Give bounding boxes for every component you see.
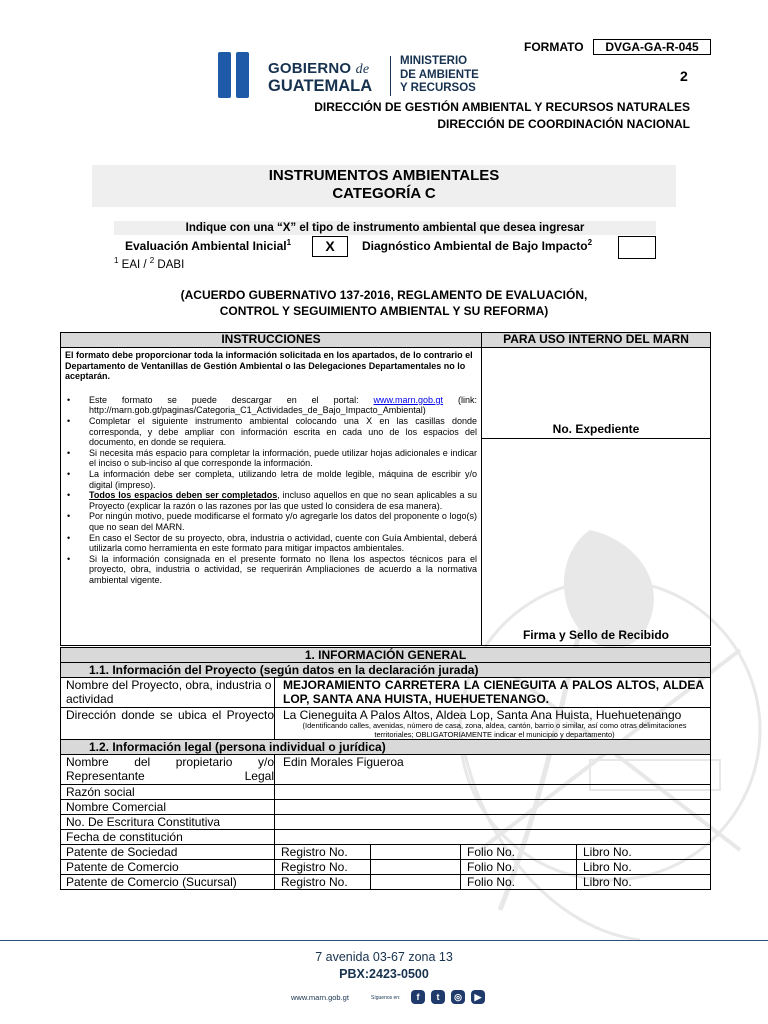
list-item: • Este formato se puede descargar en el portal: www.marn.gob.gt (link: http://marn.gob.gt/paginas/Categoria_C1_Actividades_de_Bajo_Impacto_Ambiental) (65, 395, 477, 416)
instructions-body (61, 348, 482, 646)
list-item: • Si necesita más espacio para completar la información, puede utilizar hojas adicionales e indicar el inciso o sub-inciso al que corresponde la información. (65, 448, 477, 469)
folio-label: Folio No. (461, 875, 577, 890)
flag-bar-right (236, 52, 249, 98)
propietario-field[interactable]: Edin Morales Figueroa (275, 755, 711, 785)
registro-field[interactable] (371, 845, 461, 860)
formato-label: FORMATO (524, 40, 584, 54)
instructions-list (65, 395, 477, 586)
registro-field[interactable] (371, 875, 461, 890)
logo-ministerio: MINISTERIO DE AMBIENTE Y RECURSOS (400, 55, 479, 94)
razon-social-field[interactable] (275, 785, 711, 800)
list-item: • Por ningún motivo, puede modificarse el formato y/o agregarle los datos del proponente o logo(s) que no sean del MARN. (65, 511, 477, 532)
dabi-checkbox[interactable] (618, 236, 656, 259)
list-item: • Todos los espacios deben ser completados, incluso aquellos en que no sean aplicables a su Proyecto (explicar la razón o las razones por las que usted lo considera de esa manera). (65, 490, 477, 511)
informacion-general-table (60, 647, 711, 890)
formato-code: DVGA-GA-R-045 (593, 39, 711, 55)
expediente-field: No. Expediente (482, 348, 710, 439)
registro-field[interactable] (371, 860, 461, 875)
fecha-constitucion-field[interactable] (275, 830, 711, 845)
libro-label: Libro No. (577, 860, 711, 875)
escritura-label: No. De Escritura Constitutiva (61, 815, 275, 830)
youtube-icon[interactable]: ▶ (471, 990, 485, 1004)
eai-checkbox[interactable]: X (312, 236, 348, 257)
list-item: • La información debe ser completa, utilizando letra de molde legible, máquina de escribir y/o digital (impreso). (65, 469, 477, 490)
logo-divider (390, 56, 391, 96)
firma-sello-field: Firma y Sello de Recibido (522, 628, 670, 642)
table-row (61, 875, 711, 890)
instructions-intro: El formato debe proporcionar toda la información solicitada en los apartados, de lo contrario el Departamento de Ventanillas de Gestión Ambiental o las Delegaciones Departamentales no lo aceptarán. (65, 350, 473, 382)
marn-portal-link[interactable]: www.marn.gob.gt (373, 394, 444, 405)
patente-label: Patente de Comercio (Sucursal) (61, 875, 275, 890)
direccion-gestion: DIRECCIÓN DE GESTIÓN AMBIENTAL Y RECURSOS NATURALES (314, 100, 690, 114)
folio-label: Folio No. (461, 845, 577, 860)
footer-phone: PBX:2423-0500 (339, 967, 429, 981)
registro-label: Registro No. (275, 845, 371, 860)
subsection-title-legal: 1.2. Información legal (persona individual o jurídica) (61, 740, 711, 755)
nombre-proyecto-label: Nombre del Proyecto, obra, industria o actividad (61, 678, 275, 708)
eai-option-label: Evaluación Ambiental Inicial$^1$ (125, 238, 292, 253)
registro-label: Registro No. (275, 875, 371, 890)
nombre-comercial-field[interactable] (275, 800, 711, 815)
list-item: • Completar el siguiente instrumento ambiental colocando una X en las casillas donde corresponda, y debe ampliar con información escrita en cada uno de los espacios del documento, en donde se requiera. (65, 416, 477, 448)
libro-label: Libro No. (577, 875, 711, 890)
direccion-proyecto-field[interactable]: La Cieneguita A Palos Altos, Aldea Lop, Santa Ana Huista, Huehuetenango (283, 708, 682, 722)
razon-social-label: Razón social (61, 785, 275, 800)
gobierno-marn-logo (214, 50, 494, 100)
list-item: • En caso el Sector de su proyecto, obra, industria o actividad, cuente con Guía Ambiental, deberá utilizarla como herramienta en este formato para mitigar impactos ambientales. (65, 533, 477, 554)
nombre-proyecto-field[interactable]: MEJORAMIENTO CARRETERA LA CIENEGUITA A PALOS ALTOS, ALDEA LOP, SANTA ANA HUISTA, HUEHUETENANGO. (275, 678, 711, 708)
acuerdo-gubernativo: (ACUERDO GUBERNATIVO 137-2016, REGLAMENTO DE EVALUACIÓN, CONTROL Y SEGUIMIENTO AMBIENTAL Y SU REFORMA) (180, 288, 588, 318)
logo-guatemala: GUATEMALA (268, 77, 373, 95)
document-title: INSTRUMENTOS AMBIENTALES CATEGORÍA C (92, 165, 676, 207)
twitter-icon[interactable]: t (431, 990, 445, 1004)
nombre-comercial-label: Nombre Comercial (61, 800, 275, 815)
dabi-option-label: Diagnóstico Ambiental de Bajo Impacto$^2$ (362, 238, 593, 253)
facebook-icon[interactable]: f (411, 990, 425, 1004)
marn-internal-header: PARA USO INTERNO DEL MARN (482, 333, 711, 348)
footer-address: 7 avenida 03-67 zona 13 (315, 950, 453, 964)
acronym-footnote: $^1$ EAI / $^2$ DABI (114, 256, 185, 271)
flag-bar-left (218, 52, 231, 98)
patente-label: Patente de Comercio (61, 860, 275, 875)
direccion-hint: (Identificando calles, avenidas, número de casa, zona, aldea, cantón, barrio o similar, así como otras delimitaciones territoriales; OBLIGATORIAMENTE indicar el municipio y departamento) (302, 721, 687, 739)
instructions-table (60, 332, 711, 646)
section-title-informacion-general: 1. INFORMACIÓN GENERAL (61, 648, 711, 663)
propietario-label: Nombre del propietario y/o Representante Legal (61, 755, 275, 785)
subsection-title-proyecto: 1.1. Información del Proyecto (según datos en la declaración jurada) (61, 663, 711, 678)
table-row (61, 860, 711, 875)
footer-siguenos: Síguenos en: (371, 995, 401, 1001)
patente-label: Patente de Sociedad (61, 845, 275, 860)
footer-divider (0, 940, 768, 941)
registro-label: Registro No. (275, 860, 371, 875)
page-number: 2 (680, 68, 688, 84)
instagram-icon[interactable]: ◎ (451, 990, 465, 1004)
direccion-proyecto-cell[interactable] (275, 708, 711, 740)
instructions-header: INSTRUCCIONES (61, 333, 482, 348)
logo-gobierno: GOBIERNO de (268, 60, 370, 77)
folio-label: Folio No. (461, 860, 577, 875)
direccion-proyecto-label: Dirección donde se ubica el Proyecto (61, 708, 275, 740)
escritura-field[interactable] (275, 815, 711, 830)
footer-website-link[interactable]: www.marn.gob.gt (291, 993, 349, 1002)
instrument-prompt: Indique con una “X” el tipo de instrumento ambiental que desea ingresar (114, 221, 656, 235)
direccion-coordinacion: DIRECCIÓN DE COORDINACIÓN NACIONAL (437, 117, 690, 131)
libro-label: Libro No. (577, 845, 711, 860)
table-row (61, 845, 711, 860)
fecha-constitucion-label: Fecha de constitución (61, 830, 275, 845)
list-item: • Si la información consignada en el presente formato no llena los aspectos técnicos para el proyecto, obra, industria o actividad, se requerirán Ampliaciones de acuerdo a la normativa ambiental vigente. (65, 554, 477, 586)
marn-internal-cell (482, 348, 711, 646)
